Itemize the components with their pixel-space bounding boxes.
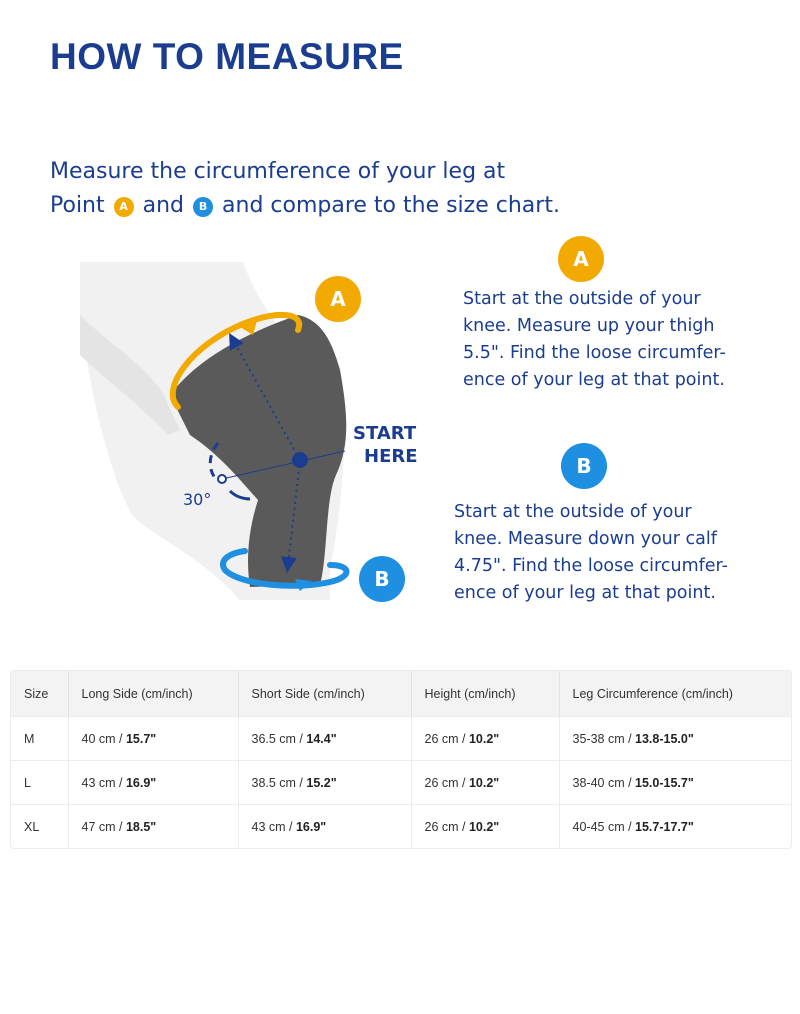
header-short-side: Short Side (cm/inch) [238, 671, 411, 717]
angle-label: 30° [183, 490, 212, 509]
size-chart [10, 670, 792, 849]
cell-height: 26 cm / 10.2" [411, 761, 559, 805]
intro-and-word: and [142, 193, 185, 218]
step-b-line-2: knee. Measure down your calf [454, 529, 717, 549]
cell-height: 26 cm / 10.2" [411, 717, 559, 761]
cell-long-side: 43 cm / 16.9" [68, 761, 238, 805]
step-a-line-3: 5.5". Find the loose circumfer- [463, 343, 726, 363]
step-a-line-4: ence of your leg at that point. [463, 370, 725, 390]
start-point-marker [292, 452, 308, 468]
cell-long-side: 40 cm / 15.7" [68, 717, 238, 761]
diagram-badge-a: A [315, 276, 361, 322]
point-a-dot: A [114, 197, 134, 217]
start-here-line-2: HERE [364, 446, 418, 467]
cell-size: L [11, 761, 68, 805]
cell-short-side: 38.5 cm / 15.2" [238, 761, 411, 805]
intro-text [50, 155, 670, 223]
cell-long-side: 47 cm / 18.5" [68, 805, 238, 849]
step-a-line-1: Start at the outside of your [463, 289, 701, 309]
cell-leg-circumference: 40-45 cm / 15.7-17.7" [559, 805, 791, 849]
intro-line-1: Measure the circumference of your leg at [50, 159, 506, 184]
header-size: Size [11, 671, 68, 717]
step-b-line-4: ence of your leg at that point. [454, 583, 716, 603]
cell-short-side: 43 cm / 16.9" [238, 805, 411, 849]
header-long-side: Long Side (cm/inch) [68, 671, 238, 717]
cell-height: 26 cm / 10.2" [411, 805, 559, 849]
step-b-text [454, 499, 764, 607]
start-here-line-1: START [353, 423, 417, 444]
step-a-badge: A [558, 236, 604, 282]
table-header-row [11, 671, 791, 717]
step-b-line-3: 4.75". Find the loose circumfer- [454, 556, 728, 576]
point-b-dot: B [193, 197, 213, 217]
table-row [11, 805, 791, 849]
cell-size: XL [11, 805, 68, 849]
step-b-line-1: Start at the outside of your [454, 502, 692, 522]
cell-size: M [11, 717, 68, 761]
cell-leg-circumference: 38-40 cm / 15.0-15.7" [559, 761, 791, 805]
page-title: HOW TO MEASURE [50, 36, 404, 77]
intro-point-word: Point [50, 193, 105, 218]
step-a-line-2: knee. Measure up your thigh [463, 316, 715, 336]
intro-line-2-end: and compare to the size chart. [222, 193, 560, 218]
step-a-text [463, 286, 773, 394]
size-table [11, 671, 791, 848]
table-row [11, 717, 791, 761]
header-leg-circumference: Leg Circumference (cm/inch) [572, 686, 733, 701]
cell-short-side: 36.5 cm / 14.4" [238, 717, 411, 761]
header-height: Height (cm/inch) [411, 671, 559, 717]
intro-line-2 [50, 189, 670, 223]
knee-diagram [40, 255, 430, 619]
step-b-badge: B [561, 443, 607, 489]
cell-leg-circumference: 35-38 cm / 13.8-15.0" [559, 717, 791, 761]
table-row [11, 761, 791, 805]
diagram-badge-b: B [359, 556, 405, 602]
